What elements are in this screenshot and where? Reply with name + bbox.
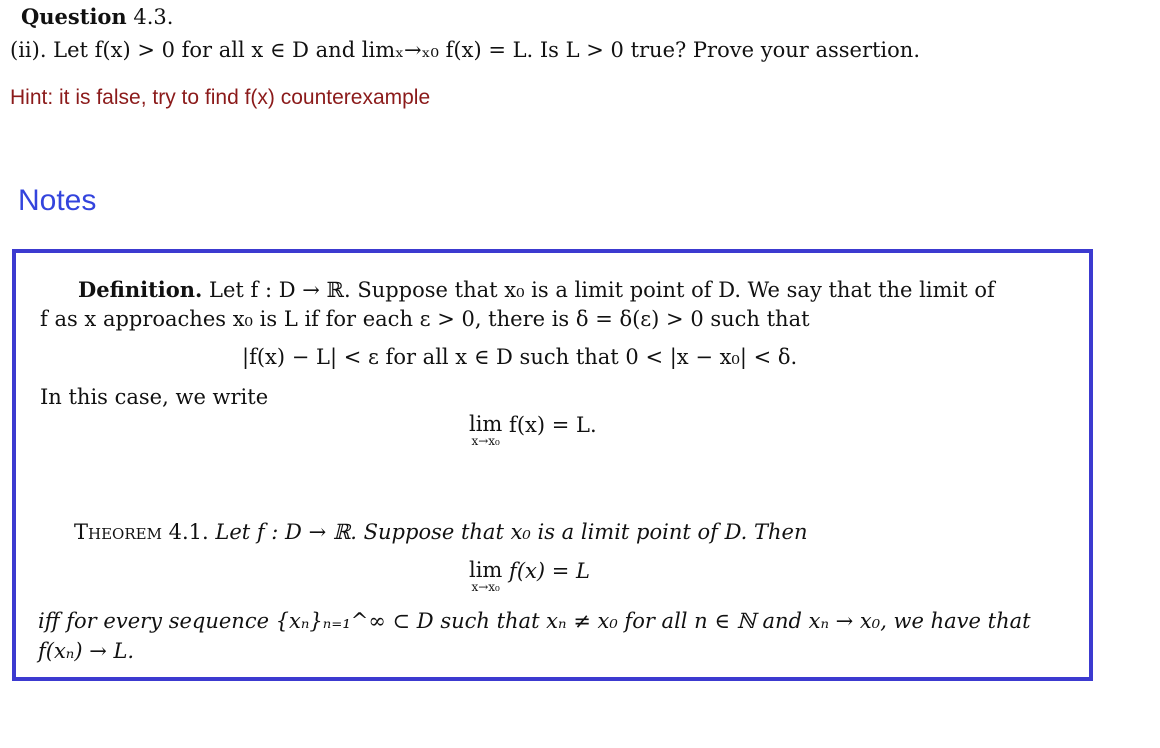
theorem-line-4 — [38, 639, 134, 663]
definition-label: Definition. — [78, 277, 203, 302]
definition-lim-expr: f(x) = L. — [509, 413, 597, 437]
theorem-lim-sub: x→x₀ — [471, 580, 500, 594]
question-text: (ii). Let f(x) > 0 for all x ∈ D and limₓ→ₓ₀ f(x) = L. Is L > 0 true? Prove your assertion. — [10, 38, 920, 62]
theorem-line-3-text: iff for every sequence {xₙ}ₙ₌₁^∞ ⊂ D such that xₙ ≠ x₀ for all n ∈ ℕ and xₙ → x₀, we have that — [38, 609, 1031, 633]
question-title — [21, 4, 173, 29]
theorem-lim-stack — [469, 559, 502, 593]
theorem-lim: lim — [469, 558, 503, 582]
definition-line-1-text: Let f : D → ℝ. Suppose that x₀ is a limit point of D. We say that the limit of — [209, 278, 995, 302]
definition-line-2: f as x approaches x₀ is L if for each ε > 0, there is δ = δ(ε) > 0 such that — [40, 307, 810, 331]
theorem-line-3 — [38, 609, 1031, 633]
question-title-label: Question — [21, 4, 127, 29]
theorem-label: Theorem 4.1. — [74, 520, 209, 544]
theorem-line-1-text: Let f : D → ℝ. Suppose that x₀ is a limit point of D. Then — [215, 520, 808, 544]
theorem-line-4-text: f(xₙ) → L. — [38, 639, 135, 663]
hint-text: Hint: it is false, try to find f(x) counterexample — [10, 86, 431, 109]
definition-lim-stack — [469, 413, 502, 447]
definition-line-3: |f(x) − L| < ε for all x ∈ D such that 0 < |x − x₀| < δ. — [242, 345, 798, 369]
definition-lim: lim — [469, 412, 503, 436]
definition-line-4: In this case, we write — [40, 385, 269, 409]
notes-heading: Notes — [18, 184, 97, 217]
definition-limit-formula — [469, 413, 597, 447]
notes-box — [12, 249, 1093, 681]
definition-lim-sub: x→x₀ — [471, 434, 500, 448]
theorem-lim-expr: f(x) = L — [509, 559, 590, 583]
theorem-line-1 — [74, 520, 808, 544]
definition-line-1 — [78, 277, 995, 302]
question-title-number: 4.3. — [133, 5, 174, 29]
theorem-limit-formula — [469, 559, 590, 593]
